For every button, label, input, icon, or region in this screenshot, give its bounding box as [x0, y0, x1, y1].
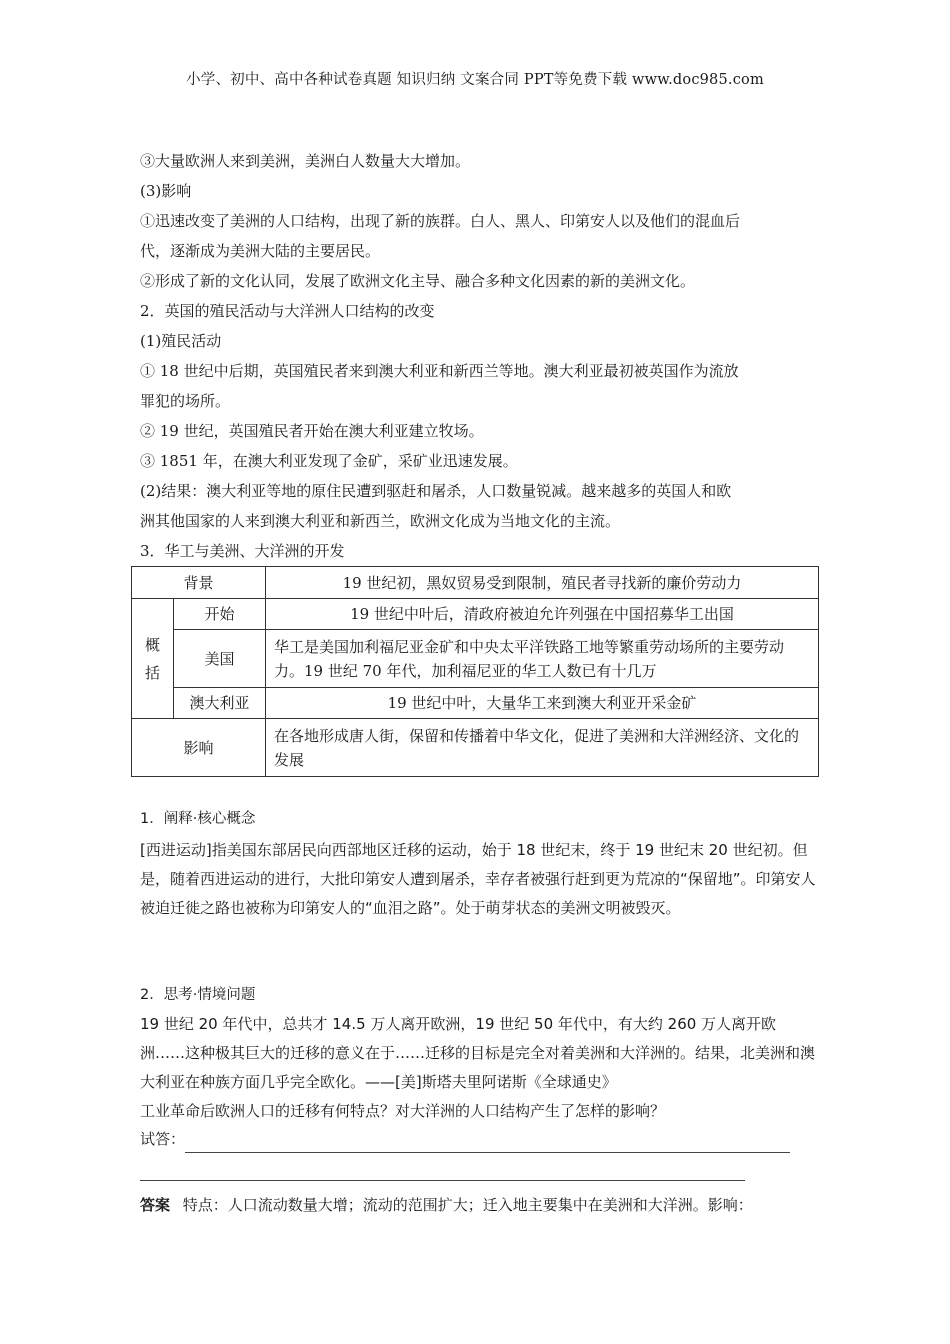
text-line: ③大量欧洲人来到美洲，美洲白人数量大大增加。 [140, 152, 471, 170]
concept-paragraph: [西进运动]指美国东部居民向西部地区迁移的运动，始于 18 世纪末，终于 19 世纪末 20 世纪初。但是，随着西进运动的进行，大批印第安人遭到屠杀，幸存者被强行赶到更为荒凉的“保留地”。印第安人被迫迁徙之路也被称为印第安人的“血泪之路”。处于萌芽状态的美洲文明被毁灭。 [140, 841, 816, 917]
section-thinking [140, 980, 820, 1181]
table-label-background: 背景 [132, 567, 266, 599]
answer-input-line-2[interactable] [140, 1162, 745, 1181]
thinking-question: 工业革命后欧洲人口的迁移有何特点？对大洋洲的人口结构产生了怎样的影响？ [140, 1102, 666, 1120]
section-population-migration [140, 146, 820, 566]
answer-label: 答案 [140, 1196, 171, 1214]
table-cell-australia: 19 世纪中叶，大量华工来到澳大利亚开采金矿 [266, 688, 819, 719]
text-line: 代，逐渐成为美洲大陆的主要居民。 [140, 242, 381, 260]
text-line: ② 19 世纪，英国殖民者开始在澳大利亚建立牧场。 [140, 422, 484, 440]
section-core-concept [140, 804, 820, 923]
table-label-australia: 澳大利亚 [174, 688, 266, 719]
thinking-heading: 2．思考·情境问题 [140, 987, 256, 1003]
table-cell-usa: 华工是美国加利福尼亚金矿和中央太平洋铁路工地等繁重劳动场所的主要劳动力。19 世纪 70 年代，加利福尼亚的华工人数已有十几万 [266, 630, 819, 688]
table-label-impact: 影响 [132, 719, 266, 777]
answer-input-line[interactable] [185, 1134, 790, 1153]
table-row [132, 599, 819, 630]
subheading-colonial-activity: (1)殖民活动 [140, 332, 222, 350]
answer-row [140, 1190, 830, 1220]
table-cell-impact: 在各地形成唐人街，保留和传播着中华文化，促进了美洲和大洋洲经济、文化的发展 [266, 719, 819, 777]
text-line: ①迅速改变了美洲的人口结构，出现了新的族群。白人、黑人、印第安人以及他们的混血后 [140, 212, 741, 230]
table-row [132, 719, 819, 777]
answer-attempt-row [140, 1125, 820, 1153]
table-label-start: 开始 [174, 599, 266, 630]
table-cell-start: 19 世纪中叶后，清政府被迫允许列强在中国招募华工出国 [266, 599, 819, 630]
text-line: ① 18 世纪中后期，英国殖民者来到澳大利亚和新西兰等地。澳大利亚最初被英国作为流放 [140, 362, 739, 380]
answer-text: 特点：人口流动数量大增；流动的范围扩大；迁入地主要集中在美洲和大洋洲。影响： [182, 1196, 753, 1214]
table-row [132, 630, 819, 688]
text-line: (2)结果：澳大利亚等地的原住民遭到驱赶和屠杀，人口数量锐减。越来越多的英国人和欧 [140, 482, 732, 500]
section-heading-chinese-workers: 3．华工与美洲、大洋洲的开发 [140, 542, 345, 560]
text-line: 罪犯的场所。 [140, 392, 231, 410]
table-row [132, 567, 819, 599]
section-answer [140, 1190, 830, 1220]
text-line: ②形成了新的文化认同，发展了欧洲文化主导、融合多种文化因素的新的美洲文化。 [140, 272, 696, 290]
table-label-summary [132, 599, 174, 719]
page-header: 小学、初中、高中各种试卷真题 知识归纳 文案合同 PPT等免费下载 www.doc985.com [186, 72, 764, 88]
table-label-summary-text: 概括 [144, 635, 160, 682]
concept-heading: 1．阐释·核心概念 [140, 811, 256, 827]
thinking-paragraph: 19 世纪 20 年代中，总共才 14.5 万人离开欧洲，19 世纪 50 年代中，有大约 260 万人离开欧洲……这种极其巨大的迁移的意义在于……迁移的目标是完全对着美洲和大洋洲的。结果，北美洲和澳大利亚在种族方面几乎完全欧化。——[美]斯塔夫里阿诺斯《全球通史》 [140, 1015, 816, 1091]
answer-input-line-2-row [140, 1153, 820, 1181]
answer-attempt-label: 试答： [140, 1130, 186, 1148]
chinese-workers-table [131, 566, 819, 777]
table-label-usa: 美国 [174, 630, 266, 688]
section-heading-britain: 2．英国的殖民活动与大洋洲人口结构的改变 [140, 302, 435, 320]
subheading-impact: (3)影响 [140, 182, 192, 200]
text-line: 洲其他国家的人来到澳大利亚和新西兰，欧洲文化成为当地文化的主流。 [140, 512, 621, 530]
table-row [132, 688, 819, 719]
text-line: ③ 1851 年，在澳大利亚发现了金矿，采矿业迅速发展。 [140, 452, 518, 470]
table-cell-background: 19 世纪初，黑奴贸易受到限制，殖民者寻找新的廉价劳动力 [266, 567, 819, 599]
